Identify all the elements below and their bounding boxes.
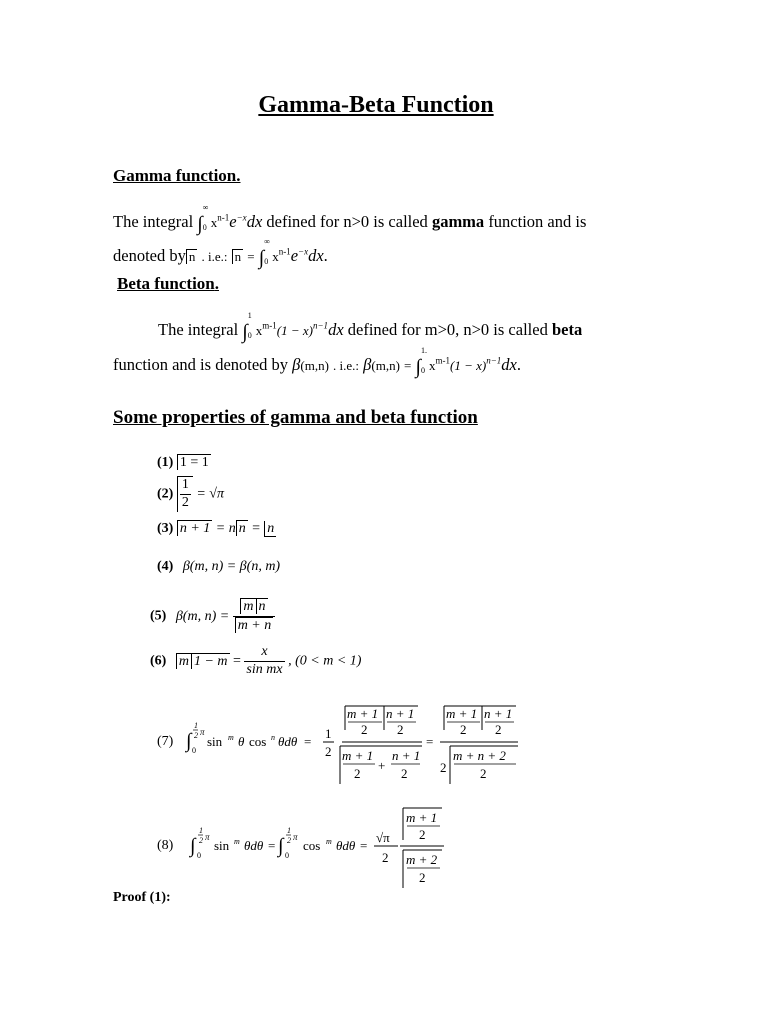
gamma-half <box>177 476 193 512</box>
integrand-dx: dx <box>308 246 324 265</box>
svg-text:1: 1 <box>325 726 332 741</box>
svg-text:θ: θ <box>238 734 245 749</box>
svg-text:m + n + 2: m + n + 2 <box>453 748 506 763</box>
gamma-bold-word: gamma <box>431 212 485 231</box>
svg-text:m + 2: m + 2 <box>406 852 438 867</box>
property-5-fraction <box>233 598 276 635</box>
svg-text:=: = <box>426 734 434 749</box>
fraction-denominator: sin mx <box>246 661 283 677</box>
integrand-mid: (1 − x) <box>276 323 313 338</box>
fraction-denominator: 2 <box>181 494 189 510</box>
property-4 <box>157 559 280 575</box>
svg-text:2: 2 <box>194 731 198 740</box>
equals: = <box>404 358 412 373</box>
beta-text-1b: defined for m>0, n>0 is called <box>347 320 548 339</box>
property-7-label: (7) <box>157 734 174 749</box>
integral-sign: ∫ <box>415 356 421 378</box>
property-label: (5) <box>150 608 167 624</box>
integrand-dx: dx <box>328 320 344 339</box>
limits <box>247 311 256 340</box>
integrand-exp: n-1 <box>278 246 291 257</box>
svg-text:∫: ∫ <box>186 730 192 752</box>
limits <box>264 237 272 266</box>
svg-text:1: 1 <box>194 721 198 730</box>
property-6 <box>150 644 361 679</box>
svg-text:1: 1 <box>199 826 203 835</box>
svg-text:θdθ: θdθ <box>244 838 264 853</box>
svg-text:n + 1: n + 1 <box>386 706 415 721</box>
svg-text:2: 2 <box>199 836 203 845</box>
gamma-text-1b: defined for n>0 is called <box>266 212 428 231</box>
gamma-m: m <box>176 653 191 669</box>
integrand-eexp: −x <box>298 246 309 257</box>
beta-text-2a: function and is denoted by <box>113 355 289 374</box>
gamma-n-plus-1: n + 1 <box>177 520 212 536</box>
integral-sign: ∫ <box>197 213 203 235</box>
gamma-m: m <box>240 598 255 614</box>
lower-limit: 0 <box>264 257 269 266</box>
svg-text:m: m <box>234 837 240 846</box>
integrand-dx: dx <box>246 212 263 231</box>
integrand-eexp: −x <box>236 212 247 223</box>
svg-text:2: 2 <box>287 836 291 845</box>
svg-text:m: m <box>326 837 332 846</box>
beta-heading-dot: . <box>214 274 219 293</box>
beta-heading-wrap <box>117 274 219 294</box>
property-1-expr: 1 = 1 <box>177 454 211 470</box>
period: . <box>323 246 328 265</box>
svg-text:sin: sin <box>214 838 230 853</box>
property-3 <box>157 520 276 537</box>
factorial-n: n <box>264 521 276 537</box>
svg-text:n + 1: n + 1 <box>484 706 513 721</box>
fraction-numerator: 1 <box>180 477 191 495</box>
period: . <box>516 355 521 374</box>
integrand-exp: n-1 <box>217 212 230 223</box>
beta-definition-line-2 <box>113 346 521 379</box>
svg-text:m + 1: m + 1 <box>446 706 478 721</box>
svg-text:+: + <box>378 758 386 773</box>
integrand-dx: dx <box>501 355 517 374</box>
svg-text:π: π <box>293 832 298 842</box>
svg-text:m + 1: m + 1 <box>406 810 438 825</box>
svg-text:2: 2 <box>440 760 447 775</box>
page-title: Gamma-Beta Function <box>258 92 494 118</box>
integral-sign: ∫ <box>258 247 265 269</box>
gamma-text-2b: . i.e.: <box>201 249 228 264</box>
property-7-formula <box>182 700 522 790</box>
integrand-x: x <box>255 323 263 338</box>
svg-text:0: 0 <box>197 851 201 860</box>
integrand-exp2: n−1 <box>312 320 329 331</box>
beta-bold-word: beta <box>551 320 583 339</box>
integrand-exp: m-1 <box>262 320 277 331</box>
equals: = <box>233 653 241 669</box>
gamma-n: n <box>256 598 268 614</box>
svg-text:2: 2 <box>480 766 487 781</box>
upper-limit: 1. <box>421 346 427 355</box>
svg-text:∫: ∫ <box>190 835 196 857</box>
limits <box>421 346 429 375</box>
beta-symbol: β <box>292 355 301 374</box>
svg-text:sin: sin <box>207 734 223 749</box>
svg-text:0: 0 <box>192 746 196 755</box>
property-5-lhs: β(m, n) = <box>175 608 230 624</box>
property-label: (3) <box>157 521 174 536</box>
beta-text-1a: The integral <box>158 320 239 339</box>
upper-limit: 1 <box>247 311 252 320</box>
integrand-e: e <box>290 246 299 265</box>
lower-limit: 0 <box>421 366 425 375</box>
lower-limit: 0 <box>202 223 207 232</box>
equals-n: = n <box>215 521 236 536</box>
equals: = <box>247 249 255 264</box>
proof-label: Proof (1): <box>113 890 171 905</box>
fraction-numerator: x <box>244 644 284 662</box>
svg-text:π: π <box>200 727 205 737</box>
svg-text:θdθ: θdθ <box>278 734 298 749</box>
svg-text:π: π <box>205 832 210 842</box>
integrand-x: x <box>429 358 436 373</box>
beta-definition-line-1 <box>158 311 583 344</box>
gamma-text-1c: function and is <box>488 212 587 231</box>
svg-text:√π: √π <box>376 830 390 845</box>
lower-limit: 0 <box>247 331 252 340</box>
integrand-x: x <box>210 215 218 230</box>
integrand-e: e <box>229 212 237 231</box>
svg-text:0: 0 <box>285 851 289 860</box>
property-label: (6) <box>150 653 167 669</box>
property-2-rhs: = √π <box>196 486 224 502</box>
svg-text:∫: ∫ <box>278 835 284 857</box>
beta-symbol: β <box>363 355 372 374</box>
gamma-symbol: n <box>186 249 198 264</box>
gamma-heading: Gamma function. <box>113 166 241 185</box>
gamma-text-2a: denoted by <box>113 246 186 265</box>
beta-args: (m,n) <box>371 358 400 373</box>
gamma-definition-line-2 <box>113 237 328 270</box>
svg-text:2: 2 <box>419 827 426 842</box>
svg-text:2: 2 <box>325 744 332 759</box>
gamma-definition-line-1 <box>113 203 587 236</box>
integrand-exp: m-1 <box>435 355 450 366</box>
limits <box>202 203 211 232</box>
gamma-1-minus-m: 1 − m <box>191 653 230 669</box>
upper-limit: ∞ <box>202 203 209 212</box>
beta-text-2b: . i.e.: <box>333 358 360 373</box>
gamma-text-1a: The integral <box>113 212 194 231</box>
property-1 <box>157 454 211 471</box>
svg-text:n: n <box>271 733 275 742</box>
svg-text:2: 2 <box>354 766 361 781</box>
svg-text:=: = <box>304 734 312 749</box>
property-label: (1) <box>157 455 174 470</box>
svg-text:=: = <box>268 838 276 853</box>
svg-text:m: m <box>228 733 234 742</box>
properties-heading: Some properties of gamma and beta function <box>113 407 478 428</box>
upper-limit: ∞ <box>264 237 270 246</box>
integrand-x: x <box>272 249 279 264</box>
svg-text:m + 1: m + 1 <box>342 748 374 763</box>
svg-text:2: 2 <box>382 850 389 865</box>
svg-text:2: 2 <box>419 870 426 885</box>
property-6-condition: , (0 < m < 1) <box>288 653 362 669</box>
beta-args: (m,n) <box>300 358 329 373</box>
svg-text:=: = <box>360 838 368 853</box>
svg-text:2: 2 <box>361 722 368 737</box>
beta-heading: Beta function <box>117 274 215 293</box>
gamma-n: n <box>236 520 248 536</box>
svg-text:cos: cos <box>303 838 321 853</box>
svg-text:2: 2 <box>460 722 467 737</box>
property-2 <box>157 476 224 512</box>
gamma-symbol: n <box>232 249 244 264</box>
svg-text:m + 1: m + 1 <box>347 706 379 721</box>
integrand-mid: (1 − x) <box>450 358 487 373</box>
property-8-formula <box>188 804 448 892</box>
svg-text:cos: cos <box>249 734 267 749</box>
svg-text:2: 2 <box>397 722 404 737</box>
svg-text:n + 1: n + 1 <box>392 748 421 763</box>
svg-text:2: 2 <box>495 722 502 737</box>
property-5 <box>150 598 275 635</box>
property-label: (4) <box>157 559 174 574</box>
integrand-exp2: n−1 <box>486 355 502 366</box>
gamma-m-plus-n: m + n <box>235 617 274 633</box>
equals: = <box>251 521 265 536</box>
svg-text:θdθ: θdθ <box>336 838 356 853</box>
svg-text:1: 1 <box>287 826 291 835</box>
property-6-fraction <box>244 644 284 679</box>
property-8-label: (8) <box>157 838 174 853</box>
property-label: (2) <box>157 486 174 502</box>
svg-text:2: 2 <box>401 766 408 781</box>
integral-sign: ∫ <box>242 321 248 343</box>
property-4-expr: β(m, n) = β(n, m) <box>182 559 281 574</box>
